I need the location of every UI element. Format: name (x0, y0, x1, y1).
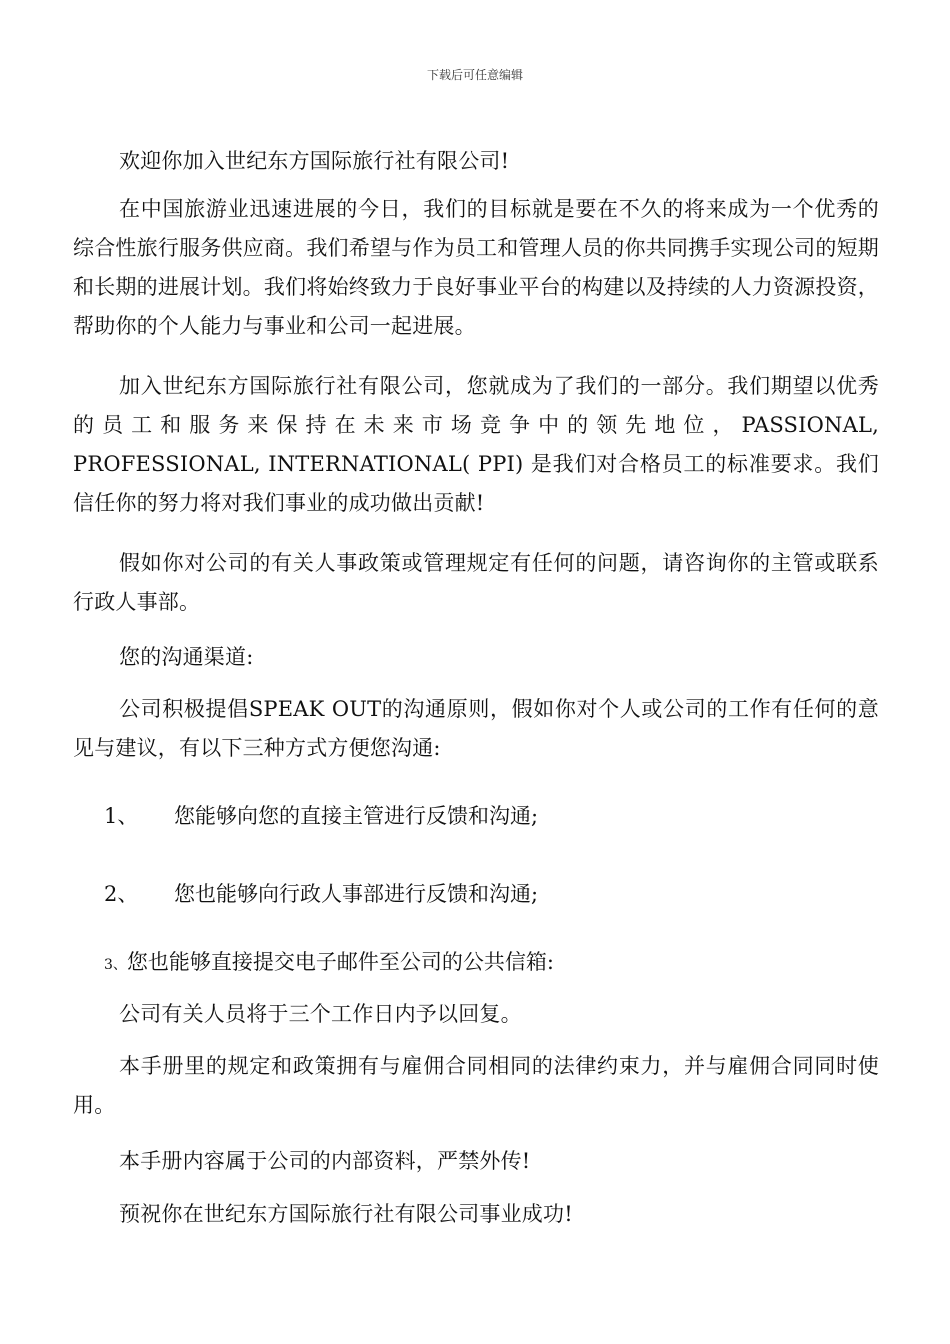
welcome-paragraph: 欢迎你加入世纪东方国际旅行社有限公司! (119, 149, 510, 173)
list-text: 您也能够直接提交电子邮件至公司的公共信箱: (126, 950, 554, 974)
confidential-paragraph: 本手册内容属于公司的内部资料，严禁外传! (119, 1149, 531, 1173)
join-paragraph: 加入世纪东方国际旅行社有限公司，您就成为了我们的一部分。我们期望以优秀的员工和服务来保持在未来市场竞争中的领先地位，PASSIONAL, PROFESSIONAL, INTERNATIONAL( PPI) 是我们对合格员工的标准要求。我们信任你的努力将对我们事业的成功做出贡献! (73, 374, 879, 515)
list-item (104, 943, 884, 985)
list-item (104, 797, 884, 836)
page-header: 下载后可任意编辑 (426, 68, 523, 82)
list-number: 3、 (104, 957, 127, 973)
speak-out-paragraph: 公司积极提倡SPEAK OUT的沟通原则，假如你对个人或公司的工作有任何的意见与建议，有以下三种方式方便您沟通: (73, 697, 879, 760)
goal-paragraph: 在中国旅游业迅速进展的今日，我们的目标就是要在不久的将来成为一个优秀的综合性旅行服务供应商。我们希望与作为员工和管理人员的你共同携手实现公司的短期和长期的进展计划。我们将始终致力于良好事业平台的构建以及持续的人力资源投资，帮助你的个人能力与事业和公司一起进展。 (73, 197, 879, 338)
list-text: 您能够向您的直接主管进行反馈和沟通; (174, 804, 539, 828)
list-number: 1、 (104, 804, 139, 828)
reply-paragraph: 公司有关人员将于三个工作日内予以回复。 (119, 1002, 522, 1026)
list-item (104, 875, 884, 914)
question-paragraph: 假如你对公司的有关人事政策或管理规定有任何的问题，请咨询你的主管或联系行政人事部。 (73, 551, 879, 614)
list-number: 2、 (104, 882, 139, 906)
legal-paragraph: 本手册里的规定和政策拥有与雇佣合同相同的法律约束力，并与雇佣合同同时使用。 (73, 1054, 879, 1117)
list-text: 您也能够向行政人事部进行反馈和沟通; (174, 882, 539, 906)
closing-paragraph: 预祝你在世纪东方国际旅行社有限公司事业成功! (119, 1202, 573, 1226)
channel-heading: 您的沟通渠道: (119, 645, 254, 669)
